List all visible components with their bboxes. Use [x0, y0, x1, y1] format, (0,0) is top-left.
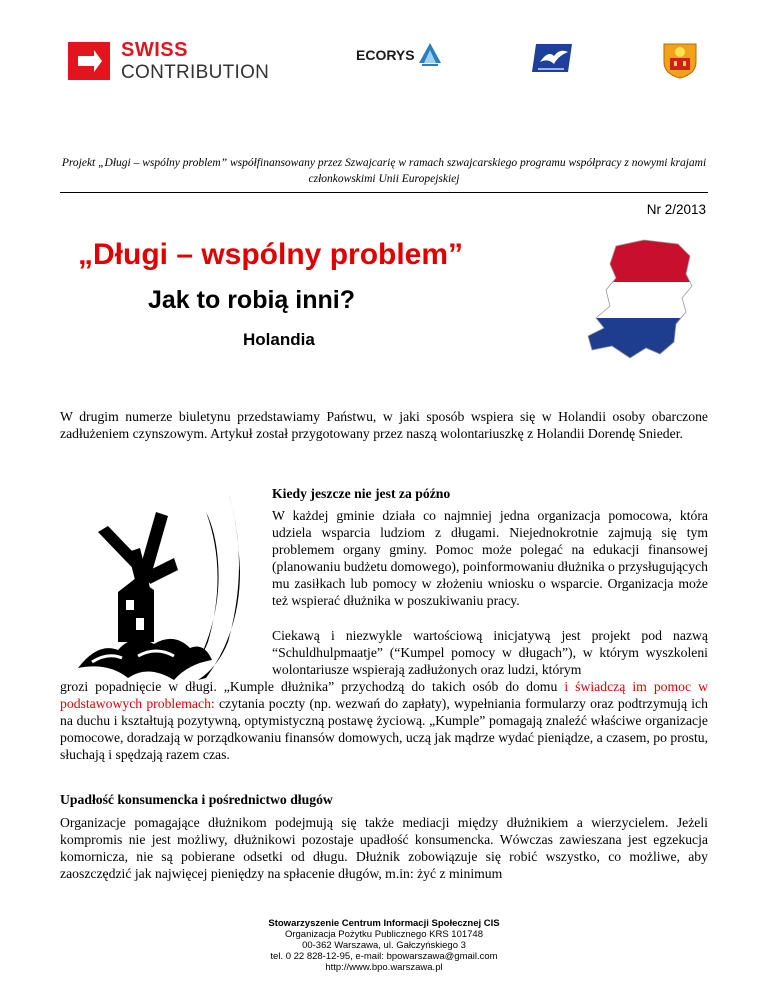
project-note: Projekt „Długi – wspólny problem” współfinansowany przez Szwajcarię w ramach szwajcarskiego programu współpracy z nowymi krajami członkowskimi Unii Europejskiej	[61, 157, 707, 185]
main-title: „Długi – wspólny problem”	[78, 238, 464, 271]
footer-address: 00-362 Warszawa, ul. Gałczyńskiego 3	[302, 940, 466, 951]
subtitle: Jak to robią inni?	[148, 286, 355, 314]
section-paragraph: Organizacje pomagające dłużnikom podejmują się także mediacji między dłużnikiem a wierzycielem. Jeżeli kompromis nie jest możliwy, dłużnikowi pozostaje upadłość konsumencka. Wówczas zawieszana jest egzekucja komornicza, nie są pobierane odsetki od długu. Dłużnik zobowiązuje się robić wszystko, co możliwe, aby zaoszczędzić jak najwięcej pieniędzy na spłacenie długów, m.in: żyć z minimum	[60, 815, 708, 881]
country-title: Holandia	[243, 330, 315, 349]
issue-number: Nr 2/2013	[646, 202, 706, 217]
section-paragraph: W każdej gminie działa co najmniej jedna organizacja pomocowa, która udziela wsparcia ludziom z długami. Niejednokrotnie zajmują się tym problemem organy gminy. Pomoc może polegać na edukacji finansowej (planowaniu budżetu domowego), poinformowaniu dłużnika o przysługujących mu zasiłkach lub pomocy w złożeniu wniosku o wsparcie. Organizacja może też wspierać dłużnika w poszukiwaniu pracy.	[272, 508, 708, 608]
ecorys-logo: ECORYS	[356, 47, 415, 63]
footer-registration: Organizacja Pożytku Publicznego KRS 101748	[284, 929, 484, 940]
footer	[160, 918, 608, 973]
footer-website: http://www.bpo.warszawa.pl	[325, 962, 443, 973]
bird-emblem-logo	[530, 42, 574, 74]
netherlands-flag-map-image	[582, 238, 696, 362]
windmill-illustration	[78, 492, 240, 682]
city-coat-of-arms-logo	[660, 40, 700, 80]
swiss-logo-line2: CONTRIBUTION	[121, 62, 270, 83]
swiss-contribution-logo	[68, 42, 110, 80]
section-heading: Kiedy jeszcze nie jest za późno	[272, 486, 451, 501]
swiss-logo-line1: SWISS	[121, 39, 188, 61]
paragraph-text: czytania poczty (np. wezwań do zapłaty), wypełniania formularzy oraz podtrzymują ich na duchu i kształtują pozytywną, optymistyczną postawę życiową. „Kumple” pomagają znaleźć właściwe organizacje pomocowe, doradzają w porządkowaniu finansów domowych, uczą jak mądrze wydać pieniądze, a czasem, po prostu, słuchają i spędzają razem czas.	[60, 696, 709, 762]
intro-paragraph: W drugim numerze biuletynu przedstawiamy Państwu, w jaki sposób wspiera się w Holandii osoby obarczone zadłużeniem czynszowym. Artykuł został przygotowany przez naszą wolontariuszkę z Holandii Dorendę Snieder.	[60, 409, 708, 441]
header-divider	[60, 192, 708, 193]
ecorys-triangle-icon	[418, 42, 442, 68]
section-heading: Upadłość konsumencka i pośrednictwo długów	[60, 792, 333, 807]
footer-contact: tel. 0 22 828-12-95, e-mail: bpowarszawa@gmail.com	[270, 951, 498, 962]
footer-organization: Stowarzyszenie Centrum Informacji Społecznej CIS	[268, 918, 500, 929]
section-paragraph-continued	[60, 678, 708, 763]
swiss-cross-icon	[68, 42, 110, 80]
paragraph-text: grozi popadnięcie w długi. „Kumple dłużnika” przychodzą do takich osób do domu	[60, 679, 565, 694]
highlighted-text: i świadczą im pomoc w podstawowych problemach:	[60, 679, 708, 711]
section-paragraph: Ciekawą i niezwykle wartościową inicjatywą jest projekt pod nazwą “Schuldhulpmaatje” (“Kumpel pomocy w długach”), w którym wyszkoleni wolontariusze wspierają zadłużonych oraz ludzi, którym	[272, 628, 708, 677]
